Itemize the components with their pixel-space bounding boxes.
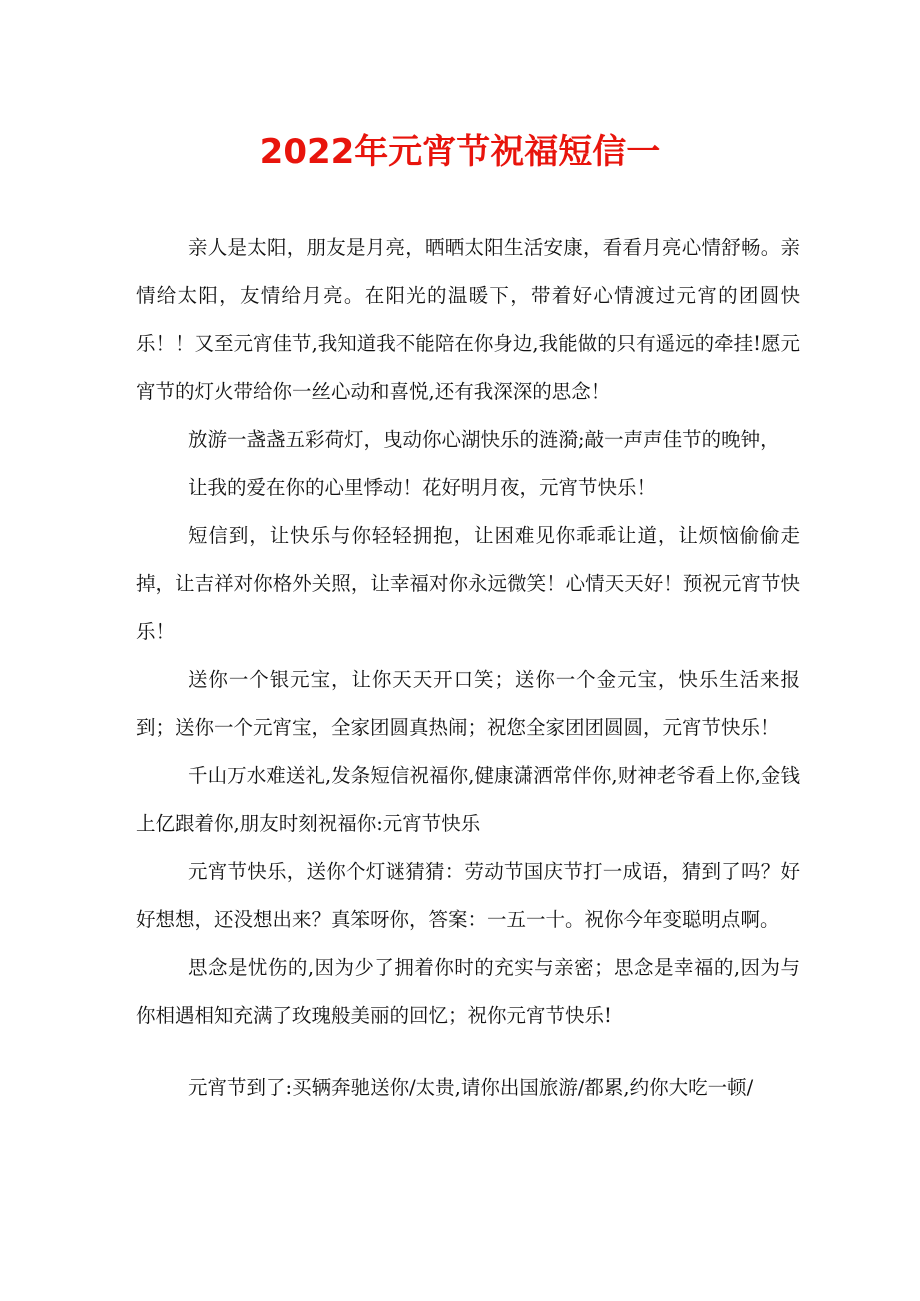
paragraph-9: 元宵节到了:买辆奔驰送你/太贵,请你出国旅游/都累,约你大吃一顿/	[188, 1076, 754, 1099]
document-title: 2022年元宵节祝福短信一	[259, 132, 661, 172]
paragraph-8: 思念是忧伤的,因为少了拥着你时的充实与亲密；思念是幸福的,因为与你相遇相知充满了玫瑰般美丽的回忆；祝你元宵节快乐!	[136, 956, 800, 1027]
paragraph-3: 让我的爱在你的心里悸动！花好明月夜，元宵节快乐！	[188, 476, 657, 499]
paragraph-7: 元宵节快乐，送你个灯谜猜猜：劳动节国庆节打一成语，猜到了吗？好好想想，还没想出来？真笨呀你，答案：一五一十。祝你今年变聪明点啊。	[136, 860, 800, 931]
paragraph-5: 送你一个银元宝，让你天天开口笑；送你一个金元宝，快乐生活来报到；送你一个元宵宝，全家团圆真热闹；祝您全家团团圆圆，元宵节快乐！	[136, 668, 800, 739]
paragraph-1: 亲人是太阳，朋友是月亮，晒晒太阳生活安康，看看月亮心情舒畅。亲情给太阳，友情给月亮。在阳光的温暖下，带着好心情渡过元宵的团圆快乐！！又至元宵佳节,我知道我不能陪在你身边,我能做的只有遥远的牵挂!愿元宵节的灯火带给你一丝心动和喜悦,还有我深深的思念！	[136, 236, 800, 403]
paragraph-4: 短信到，让快乐与你轻轻拥抱，让困难见你乖乖让道，让烦恼偷偷走掉，让吉祥对你格外关照，让幸福对你永远微笑！心情天天好！预祝元宵节快乐！	[136, 524, 800, 643]
paragraph-6: 千山万水难送礼,发条短信祝福你,健康潇洒常伴你,财神老爷看上你,金钱上亿跟着你,朋友时刻祝福你:元宵节快乐	[136, 764, 800, 835]
paragraph-2: 放游一盏盏五彩荷灯，曳动你心湖快乐的涟漪;敲一声声佳节的晚钟，	[188, 428, 780, 451]
document-body	[136, 224, 800, 1112]
